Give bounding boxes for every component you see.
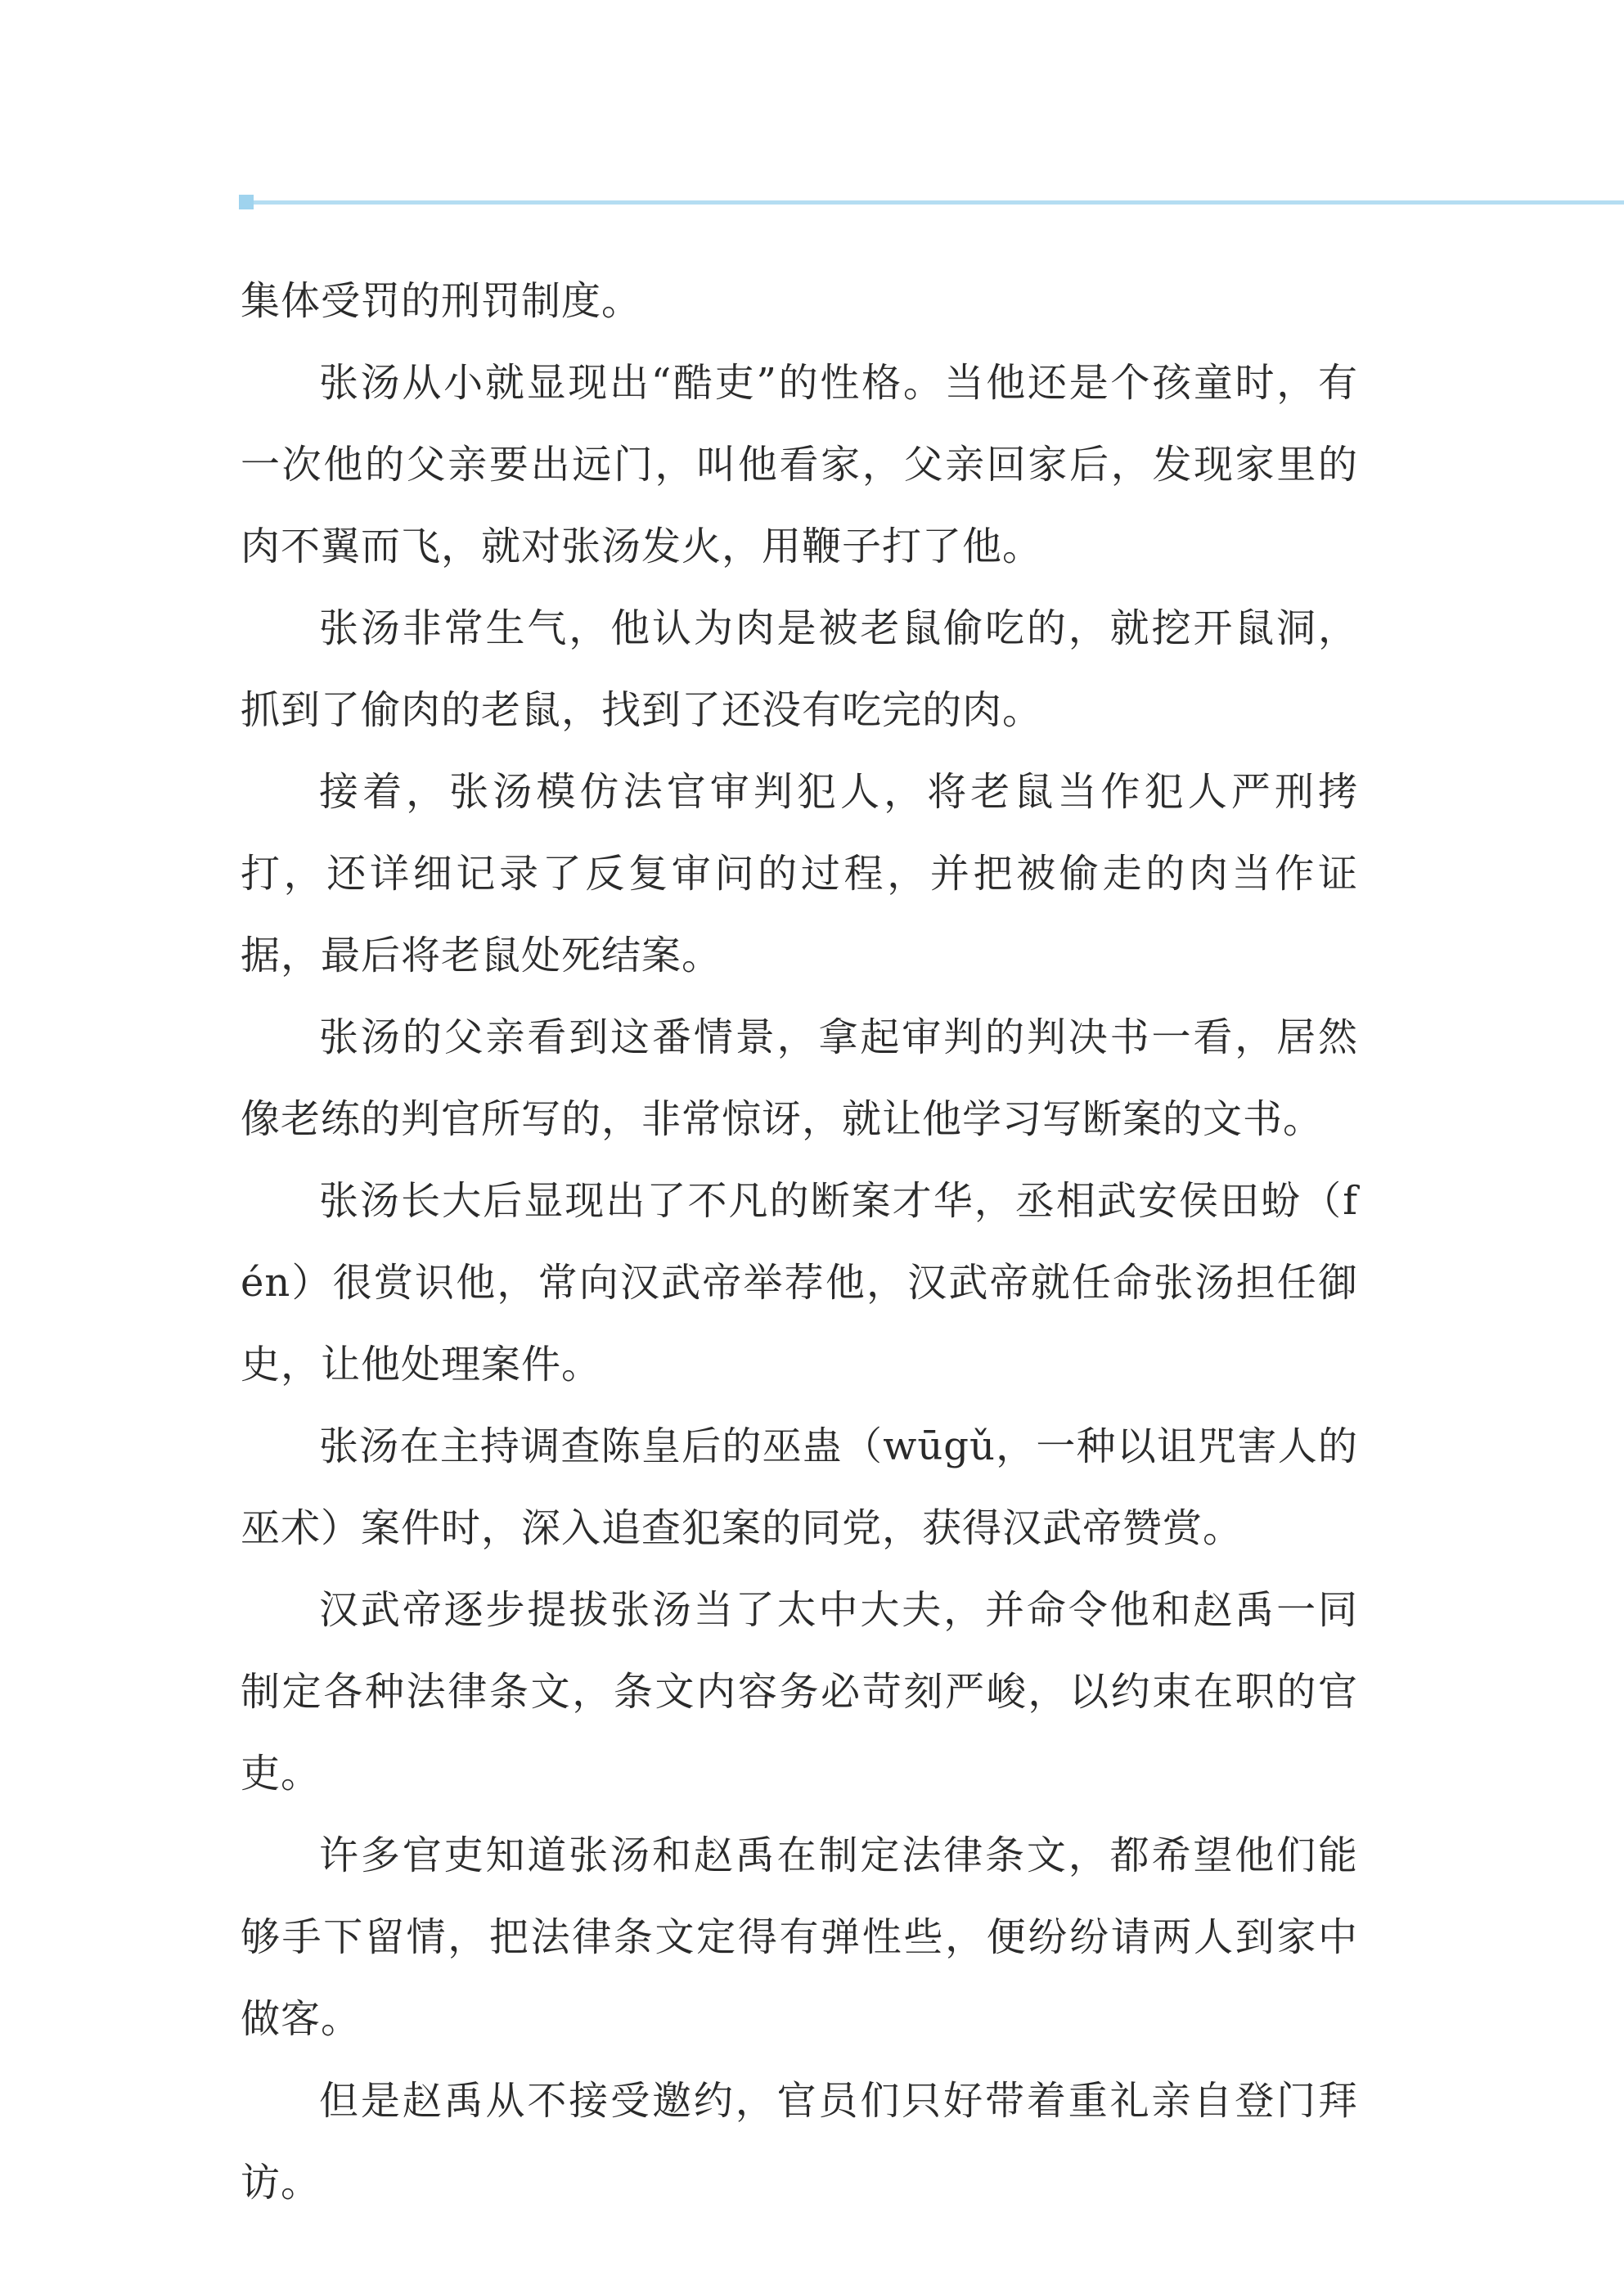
paragraph-4: 接着，张汤模仿法官审判犯人，将老鼠当作犯人严刑拷打，还详细记录了反复审问的过程，并把被偷走的肉当作证据，最后将老鼠处死结案。 <box>241 769 1358 978</box>
header-rule-marker <box>239 195 254 209</box>
page-body <box>241 260 1358 2224</box>
header-rule-line <box>254 200 1624 205</box>
paragraph-3: 张汤非常生气，他认为肉是被老鼠偷吃的，就挖开鼠洞，抓到了偷肉的老鼠，找到了还没有吃完的肉。 <box>241 605 1358 733</box>
paragraph-7: 张汤在主持调查陈皇后的巫蛊（wūgǔ，一种以诅咒害人的巫术）案件时，深入追查犯案的同党，获得汉武帝赞赏。 <box>241 1423 1358 1551</box>
paragraph-1: 集体受罚的刑罚制度。 <box>241 278 642 324</box>
paragraph-9: 许多官吏知道张汤和赵禹在制定法律条文，都希望他们能够手下留情，把法律条文定得有弹性些，便纷纷请两人到家中做客。 <box>241 1833 1358 2042</box>
paragraph-6: 张汤长大后显现出了不凡的断案才华，丞相武安侯田蚡（fén）很赏识他，常向汉武帝举荐他，汉武帝就任命张汤担任御史，让他处理案件。 <box>241 1178 1358 1387</box>
paragraph-2: 张汤从小就显现出“酷吏”的性格。当他还是个孩童时，有一次他的父亲要出远门，叫他看家，父亲回家后，发现家里的肉不翼而飞，就对张汤发火，用鞭子打了他。 <box>241 360 1358 569</box>
header-rule <box>239 195 1624 211</box>
paragraph-10: 但是赵禹从不接受邀约，官员们只好带着重礼亲自登门拜访。 <box>241 2078 1358 2206</box>
paragraph-8: 汉武帝逐步提拔张汤当了太中大夫，并命令他和赵禹一同制定各种法律条文，条文内容务必苛刻严峻，以约束在职的官吏。 <box>241 1587 1358 1797</box>
paragraph-5: 张汤的父亲看到这番情景，拿起审判的判决书一看，居然像老练的判官所写的，非常惊讶，就让他学习写断案的文书。 <box>241 1014 1358 1142</box>
